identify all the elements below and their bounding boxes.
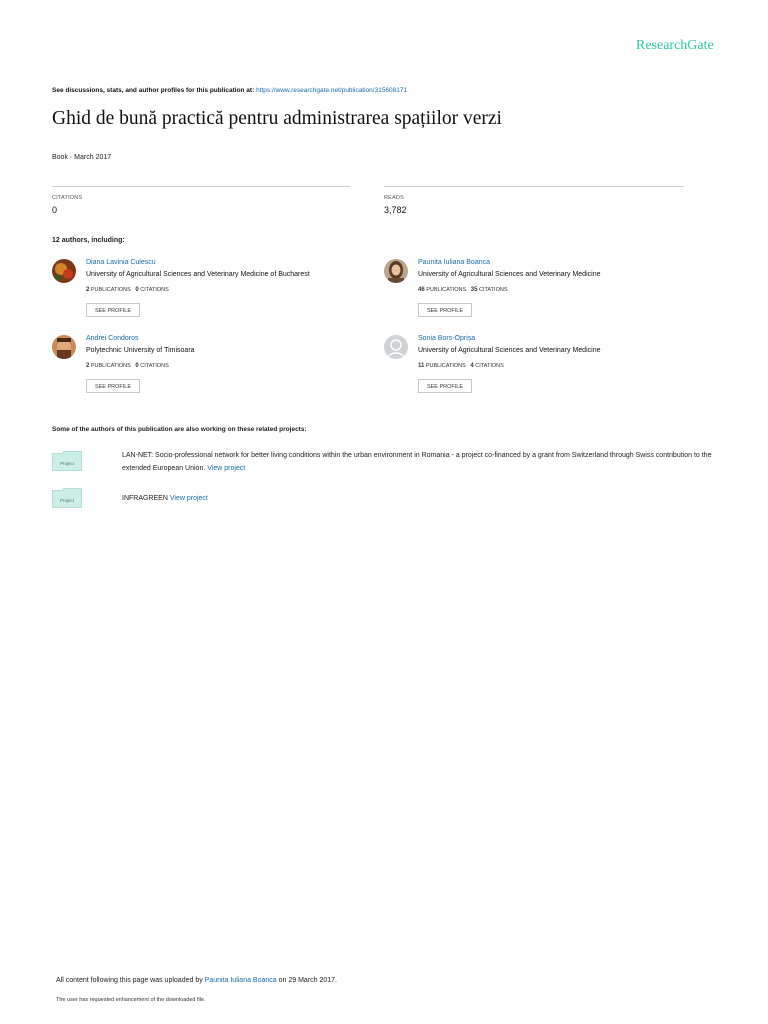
author-avatar[interactable]: [52, 335, 76, 359]
see-profile-button[interactable]: SEE PROFILE: [86, 303, 140, 317]
author-card: [52, 335, 372, 395]
see-profile-button[interactable]: SEE PROFILE: [418, 379, 472, 393]
view-project-link[interactable]: View project: [169, 495, 208, 502]
author-name-link[interactable]: Sonia Bors-Oprișa: [418, 335, 476, 342]
author-card: [52, 259, 372, 319]
citations-divider: [52, 186, 350, 187]
view-project-link[interactable]: View project: [207, 465, 246, 472]
author-affiliation: Polytechnic University of Timisoara: [86, 347, 195, 354]
author-stats: 2 PUBLICATIONS 0 CITATIONS: [86, 363, 169, 369]
project-description: LAN-NET: Socio-professional network for better living conditions within the urban environment in Romania - a project co-financed by a grant from Switzerland through Swiss contribution to the extended European Union. View project: [122, 452, 712, 472]
publication-title: Ghid de bună practică pentru administrarea spațiilor verzi: [52, 108, 502, 129]
discussions-line: [52, 87, 407, 94]
author-card: [384, 259, 704, 319]
author-affiliation: University of Agricultural Sciences and Veterinary Medicine: [418, 347, 601, 354]
author-avatar[interactable]: [52, 259, 76, 283]
svg-text:Project: Project: [59, 461, 75, 466]
author-name-link[interactable]: Diana Lavinia Culescu: [86, 259, 156, 266]
default-avatar-icon[interactable]: [384, 335, 408, 359]
publication-url-link[interactable]: https://www.researchgate.net/publication/315608171: [256, 87, 408, 94]
citations-value: 0: [52, 205, 58, 215]
researchgate-logo[interactable]: ResearchGate: [636, 38, 714, 53]
uploader-link[interactable]: Paunita Iuliana Boanca: [204, 977, 277, 984]
upload-note: All content following this page was uploaded by Paunita Iuliana Boanca on 29 March 2017.: [56, 977, 337, 984]
author-name-link[interactable]: Andrei Condoros: [86, 335, 139, 342]
enhancement-note: The user has requested enhancement of the downloaded file.: [56, 997, 206, 1003]
author-stats: 46 PUBLICATIONS 35 CITATIONS: [418, 287, 508, 293]
reads-divider: [384, 186, 684, 187]
see-profile-button[interactable]: SEE PROFILE: [86, 379, 140, 393]
reads-value: 3,782: [384, 205, 407, 215]
project-description: INFRAGREEN View project: [122, 495, 208, 502]
related-projects-heading: Some of the authors of this publication are also working on these related projects:: [52, 426, 307, 433]
project-folder-icon[interactable]: [52, 451, 82, 471]
svg-text:Project: Project: [59, 498, 75, 503]
author-name-link[interactable]: Paunita Iuliana Boanca: [418, 259, 490, 266]
author-affiliation: University of Agricultural Sciences and Veterinary Medicine of Bucharest: [86, 271, 310, 278]
author-stats: 11 PUBLICATIONS 4 CITATIONS: [418, 363, 504, 369]
author-card: [384, 335, 704, 395]
see-profile-button[interactable]: SEE PROFILE: [418, 303, 472, 317]
author-stats: 2 PUBLICATIONS 0 CITATIONS: [86, 287, 169, 293]
reads-label: READS: [384, 195, 404, 201]
author-avatar[interactable]: [384, 259, 408, 283]
authors-heading: 12 authors, including:: [52, 237, 125, 244]
discussions-text: See discussions, stats, and author profiles for this publication at:: [52, 87, 255, 94]
project-folder-icon[interactable]: [52, 488, 82, 508]
author-affiliation: University of Agricultural Sciences and Veterinary Medicine: [418, 271, 601, 278]
publication-meta: Book · March 2017: [52, 154, 112, 161]
citations-label: CITATIONS: [52, 195, 83, 201]
